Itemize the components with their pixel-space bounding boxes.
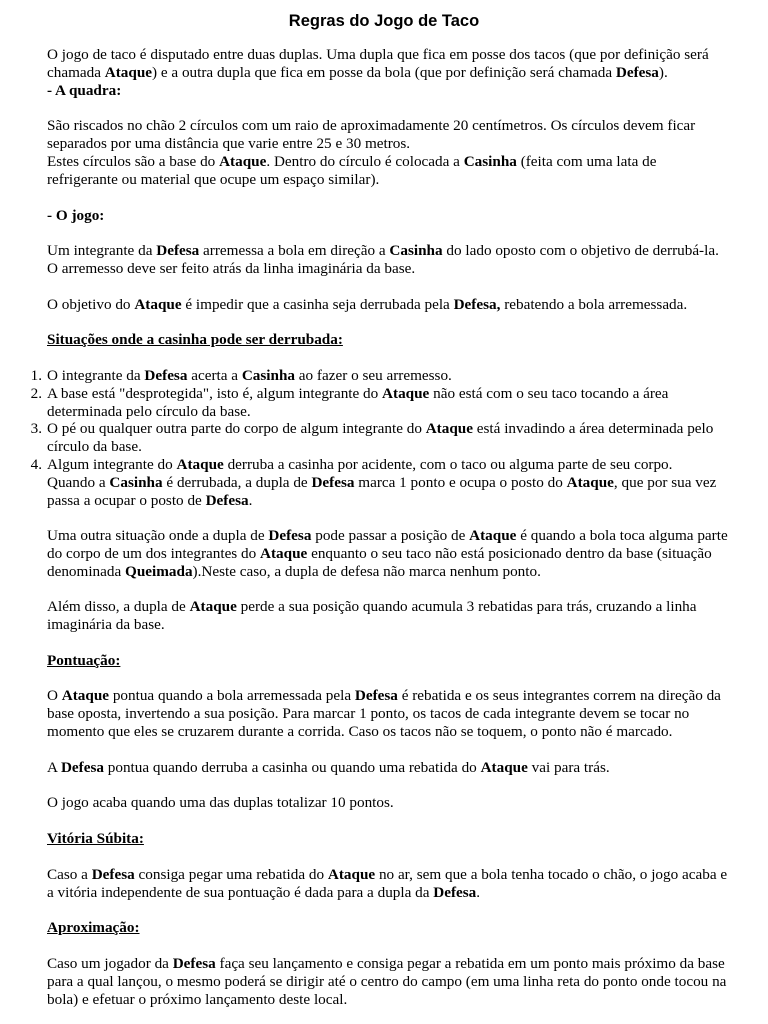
bold-term: Defesa, [453,296,501,313]
text-run: é impedir que a casinha seja derrubada pela [181,296,454,313]
list-number: 1. [30,367,42,384]
list-number: 2. [30,385,42,402]
text-run: (feita com uma lata de refrigerante ou material que ocupe um espaço similar). [47,153,657,188]
list-continuation [47,474,731,510]
text-run: . [476,883,481,901]
text-run: O [47,687,62,704]
bold-term: Defesa [144,367,188,384]
bold-term: Casinha [109,474,163,491]
text-run: é quando a bola toca alguma parte do corpo de um dos integrantes do [47,527,728,562]
text-run: derruba a casinha por acidente, com o taco ou alguma parte de seu corpo. [223,456,673,473]
text-run: pode passar a posição de [311,527,470,544]
text-run: marca 1 ponto e ocupa o posto do [354,474,567,491]
pontuacao-paragraph-1 [47,687,731,740]
text-run: O objetivo do [47,296,135,313]
bold-term: Defesa [60,759,104,776]
intro-paragraph [47,46,731,82]
text-run: Quando a [47,474,110,491]
heading-aproximacao: Aproximação: [47,919,140,936]
text-run: Uma outra situação onde a dupla de [47,527,269,544]
document-title: Regras do Jogo de Taco [288,12,480,30]
bold-term: Defesa [91,866,135,883]
list-number: 3. [30,420,42,437]
text-run: faça seu lançamento e consiga pegar a rebatida em um ponto mais próximo da base para a qual lançou, o mesmo poderá se dirigir até o centro do campo (em uma linha reta do ponto onde tocou na bola) e efetuar o próximo lançamento deste local. [47,955,727,1008]
text-run: O jogo acaba quando uma das duplas totalizar 10 pontos. [47,794,394,811]
text-run: no ar, sem que a bola tenha tocado o chão, o jogo acaba e a vitória independente de sua pontuação é dada para a dupla da [47,866,728,901]
aproximacao-paragraph [47,955,731,1008]
text-run: ). [658,63,668,81]
bold-term: Defesa [172,955,216,972]
heading-jogo: - O jogo: [47,207,105,224]
bold-term: Casinha [241,367,295,384]
text-run: vai para trás. [527,759,610,776]
heading-vitoria-subita: Vitória Súbita: [47,830,144,847]
text-run: Caso um jogador da [47,955,173,972]
text-run: não está com o seu taco tocando a área determinada pelo círculo da base. [47,385,669,420]
bold-term: Queimada [125,562,193,580]
list-item [30,367,731,385]
bold-term: Ataque [134,296,182,313]
bold-term: Ataque [176,456,224,473]
list-item [30,420,731,456]
text-run: A base está "desprotegida", isto é, algum integrante do [47,385,383,402]
bold-term: Defesa [354,687,398,704]
bold-term: Ataque [566,474,614,491]
vitoria-paragraph [47,866,731,902]
bold-term: Ataque [61,687,110,704]
alem-disso-paragraph [47,598,731,634]
text-run: Algum integrante do [47,456,177,473]
list-item-text [47,456,672,473]
pontuacao-paragraph-2 [47,759,731,777]
list-item-text [47,367,452,384]
quadra-paragraph-2 [47,153,731,189]
text-run: . [248,491,253,509]
text-run: Estes círculos são a base do [47,153,220,170]
text-run: ).Neste caso, a dupla de defesa não marca nenhum ponto. [192,562,541,580]
text-run: ) e a outra dupla que fica em posse da bola (que por definição será chamada [152,63,616,81]
bold-term: Casinha [463,153,517,170]
bold-term: Ataque [104,63,153,81]
text-run: enquanto o seu taco não está posicionado dentro da base (situação denominada [47,544,712,580]
bold-term: Ataque [480,759,528,776]
text-run: rebatendo a bola arremessada. [500,296,688,313]
bold-term: Defesa [311,474,355,491]
list-item-text [47,420,713,455]
text-run: pontua quando a bola arremessada pela [109,687,355,704]
text-run: A [47,759,61,776]
text-run: pontua quando derruba a casinha ou quando uma rebatida do [103,759,481,776]
text-run: Um integrante da [47,242,157,259]
text-run: arremessa a bola em direção a [199,242,390,259]
bold-term: Ataque [260,544,308,562]
text-run: consiga pegar uma rebatida do [134,866,328,883]
bold-term: Defesa [615,63,659,81]
bold-term: Casinha [389,242,443,259]
text-run: ao fazer o seu arremesso. [295,367,452,384]
list-item-text [47,385,668,420]
bold-term: Defesa [268,527,312,544]
heading-pontuacao: Pontuação: [47,652,121,669]
bold-term: Ataque [382,385,430,402]
pontuacao-paragraph-3 [47,794,731,812]
jogo-paragraph-2 [47,296,731,314]
heading-quadra: - A quadra: [47,82,122,99]
bold-term: Ataque [219,153,267,170]
bold-term: Defesa [433,883,477,901]
text-run: O integrante da [47,367,145,384]
text-run: é rebatida e os seus integrantes correm na direção da base oposta, invertendo a sua posição. Para marcar 1 ponto, os tacos de cada integrante devem se tocar no momento que eles se cruzarem durante a corrida. Caso os tacos não se toquem, o ponto não é marcado. [47,687,721,740]
text-run: Além disso, a dupla de [47,598,190,615]
list-item [30,385,731,421]
text-run: está invadindo a área determinada pelo círculo da base. [47,420,714,455]
text-run: . Dentro do círculo é colocada a [266,153,464,170]
text-run: Caso a [47,866,92,883]
heading-situacoes: Situações onde a casinha pode ser derrubada: [47,331,343,348]
list-item [30,456,731,474]
bold-term: Ataque [327,866,376,883]
text-run: é derrubada, a dupla de [162,474,312,491]
text-run: acerta a [187,367,242,384]
bold-term: Ataque [189,598,237,615]
outra-situacao-paragraph [47,527,731,580]
text-run: perde a sua posição quando acumula 3 rebatidas para trás, cruzando a linha imaginária da base. [47,598,697,633]
list-number: 4. [30,456,42,473]
text-run: do lado oposto com o objetivo de derrubá-la. O arremesso deve ser feito atrás da linha imaginária da base. [47,242,719,277]
text-run: O pé ou qualquer outra parte do corpo de algum integrante do [47,420,426,437]
bold-term: Defesa [205,491,249,509]
quadra-paragraph-1 [47,117,731,153]
bold-term: Ataque [425,420,473,437]
bold-term: Ataque [469,527,517,544]
jogo-paragraph-1 [47,242,731,278]
text-run: O jogo de taco é disputado entre duas duplas. Uma dupla que fica em posse dos tacos (que por definição será chamada [47,46,709,81]
bold-term: Defesa [156,242,200,259]
text-run: São riscados no chão 2 círculos com um raio de aproximadamente 20 centímetros. Os círculos devem ficar separados por uma distância que varie entre 25 e 30 metros. [47,117,696,152]
text-run: , que por sua vez passa a ocupar o posto de [47,474,717,509]
